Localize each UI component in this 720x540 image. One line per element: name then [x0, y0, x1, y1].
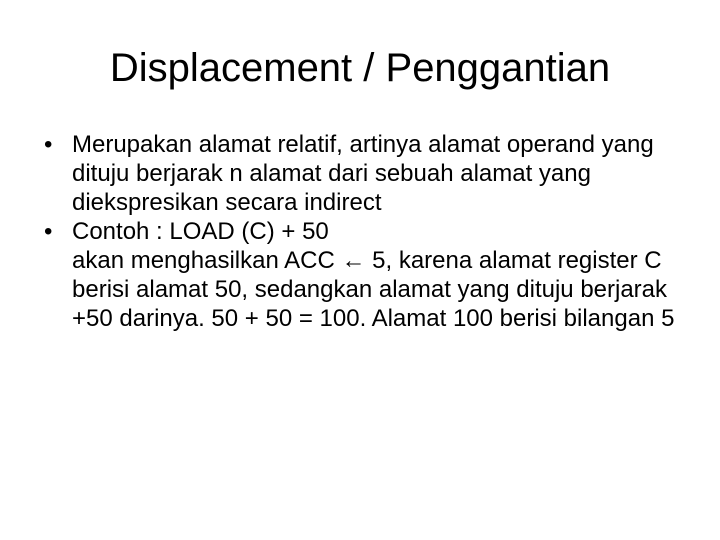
bullet-text: Merupakan alamat relatif, artinya alamat operand yang dituju berjarak n alamat dari sebuah alamat yang diekspresikan secara indirect	[72, 131, 654, 216]
slide-title: Displacement / Penggantian	[109, 46, 611, 90]
slide-content	[40, 130, 690, 333]
bullet-item-definition	[40, 130, 690, 217]
example-explanation: akan menghasilkan ACC ← 5, karena alamat register C berisi alamat 50, sedangkan alamat yang dituju berjarak +50 darinya. 50 + 50 = 100. Alamat 100 berisi bilangan 5	[72, 247, 675, 332]
bullet-marker: •	[44, 218, 53, 245]
bullet-marker: •	[44, 131, 53, 158]
bullet-text: Contoh : LOAD (C) + 50	[72, 218, 329, 245]
bullet-item-example	[40, 217, 690, 246]
